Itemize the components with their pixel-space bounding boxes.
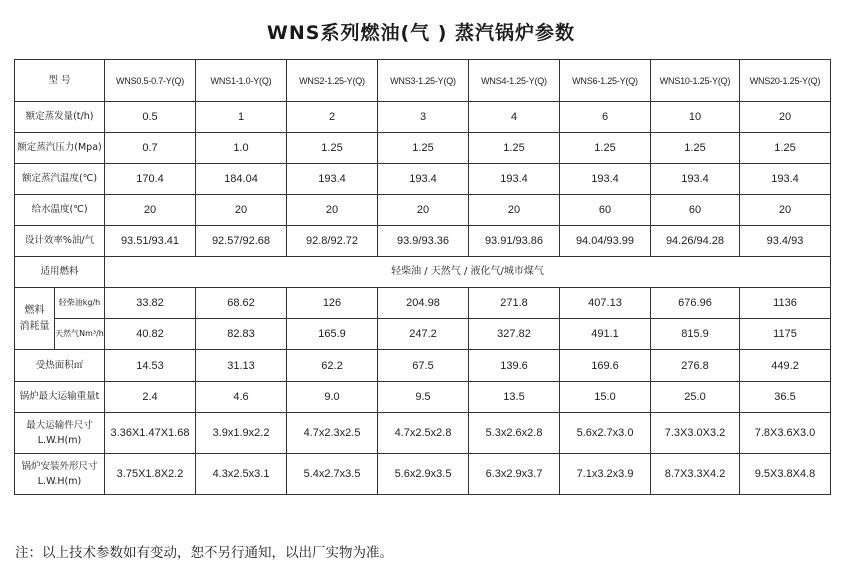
- table-cell: 271.8: [469, 288, 560, 319]
- table-cell: 7.3X3.0X3.2: [651, 413, 740, 454]
- table-row: [15, 382, 831, 413]
- row-label: 受热面积㎡: [15, 350, 105, 382]
- group-label-line: 燃料: [24, 304, 45, 316]
- table-row: [15, 257, 831, 288]
- row-label: 额定蒸发量(t/h): [15, 102, 105, 133]
- table-cell: 20: [378, 195, 469, 226]
- table-cell: 2.4: [105, 382, 196, 413]
- fuel-consumption-group-label: [15, 288, 55, 350]
- table-cell: 407.13: [560, 288, 651, 319]
- model-cell: WNS6-1.25-Y(Q): [560, 60, 651, 102]
- table-row: [15, 102, 831, 133]
- table-cell: 20: [740, 195, 831, 226]
- table-cell: 170.4: [105, 164, 196, 195]
- table-cell: 169.6: [560, 350, 651, 382]
- table-cell: 139.6: [469, 350, 560, 382]
- table-cell: 3.75X1.8X2.2: [105, 454, 196, 495]
- table-cell: 5.6x2.7x3.0: [560, 413, 651, 454]
- footnote: 注：以上技术参数如有变动，恕不另行通知，以出厂实物为准。: [15, 545, 393, 561]
- table-cell: 62.2: [287, 350, 378, 382]
- table-cell: 126: [287, 288, 378, 319]
- table-cell: 93.91/93.86: [469, 226, 560, 257]
- table-cell: 1.25: [740, 133, 831, 164]
- table-cell: 4.6: [196, 382, 287, 413]
- table-cell: 40.82: [105, 319, 196, 350]
- row-label-line: 最大运输件尺寸: [26, 420, 93, 431]
- table-cell: 327.82: [469, 319, 560, 350]
- model-cell: WNS2-1.25-Y(Q): [287, 60, 378, 102]
- table-cell: 5.3x2.6x2.8: [469, 413, 560, 454]
- model-cell: WNS0.5-0.7-Y(Q): [105, 60, 196, 102]
- table-row: [15, 350, 831, 382]
- table-cell: 4.7x2.3x2.5: [287, 413, 378, 454]
- table-cell: 1.25: [651, 133, 740, 164]
- table-cell: 20: [740, 102, 831, 133]
- table-cell: 94.26/94.28: [651, 226, 740, 257]
- table-cell: 6.3x2.9x3.7: [469, 454, 560, 495]
- row-label-line: L.W.H(m): [37, 435, 82, 446]
- model-cell: WNS1-1.0-Y(Q): [196, 60, 287, 102]
- row-label-line: L.W.H(m): [37, 476, 82, 487]
- table-cell: 9.5: [378, 382, 469, 413]
- table-cell: 3.9x1.9x2.2: [196, 413, 287, 454]
- row-label: 锅炉最大运输重量t: [15, 382, 105, 413]
- table-cell: 1.0: [196, 133, 287, 164]
- table-cell: 5.4x2.7x3.5: [287, 454, 378, 495]
- table-cell: 9.0: [287, 382, 378, 413]
- row-label: 额定蒸汽温度(℃): [15, 164, 105, 195]
- table-cell: 7.8X3.6X3.0: [740, 413, 831, 454]
- table-cell: 1175: [740, 319, 831, 350]
- table-row: [15, 319, 831, 350]
- table-cell: 60: [560, 195, 651, 226]
- table-cell: 204.98: [378, 288, 469, 319]
- table-cell: 93.9/93.36: [378, 226, 469, 257]
- table-row: [15, 133, 831, 164]
- row-label-line: 锅炉安装外形尺寸: [21, 461, 98, 472]
- table-cell: 67.5: [378, 350, 469, 382]
- table-cell: 20: [196, 195, 287, 226]
- table-cell: 92.8/92.72: [287, 226, 378, 257]
- table-cell: 8.7X3.3X4.2: [651, 454, 740, 495]
- model-cell: WNS10-1.25-Y(Q): [651, 60, 740, 102]
- table-cell: 93.4/93: [740, 226, 831, 257]
- table-row: [15, 413, 831, 454]
- table-cell: 449.2: [740, 350, 831, 382]
- table-cell: 93.51/93.41: [105, 226, 196, 257]
- table-cell: 20: [469, 195, 560, 226]
- model-cell: WNS3-1.25-Y(Q): [378, 60, 469, 102]
- row-label: 适用燃料: [15, 257, 105, 288]
- table-cell: 25.0: [651, 382, 740, 413]
- table-cell: 10: [651, 102, 740, 133]
- table-cell: 1.25: [287, 133, 378, 164]
- table-row: [15, 454, 831, 495]
- table-cell: 815.9: [651, 319, 740, 350]
- table-cell: 68.62: [196, 288, 287, 319]
- table-row: [15, 195, 831, 226]
- table-cell: 20: [105, 195, 196, 226]
- table-cell: 14.53: [105, 350, 196, 382]
- table-cell: 0.7: [105, 133, 196, 164]
- row-label: 额定蒸汽压力(Mpa): [15, 133, 105, 164]
- page-title: WNS系列燃油(气 ) 蒸汽锅炉参数: [266, 22, 576, 44]
- row-label: [15, 454, 105, 495]
- table-cell: 193.4: [378, 164, 469, 195]
- header-row: [15, 60, 831, 102]
- table-cell: 60: [651, 195, 740, 226]
- table-cell: 15.0: [560, 382, 651, 413]
- row-label: 给水温度(℃): [15, 195, 105, 226]
- table-cell: 82.83: [196, 319, 287, 350]
- model-cell: WNS20-1.25-Y(Q): [740, 60, 831, 102]
- table-cell: 4.3x2.5x3.1: [196, 454, 287, 495]
- table-cell: 193.4: [560, 164, 651, 195]
- table-cell: 33.82: [105, 288, 196, 319]
- table-row: [15, 288, 831, 319]
- table-cell: 6: [560, 102, 651, 133]
- table-cell: 676.96: [651, 288, 740, 319]
- table-cell: 193.4: [651, 164, 740, 195]
- model-cell: WNS4-1.25-Y(Q): [469, 60, 560, 102]
- table-cell: 165.9: [287, 319, 378, 350]
- table-cell: 247.2: [378, 319, 469, 350]
- table-cell: 1.25: [378, 133, 469, 164]
- row-label: [15, 413, 105, 454]
- table-cell: 5.6x2.9x3.5: [378, 454, 469, 495]
- table-cell: 36.5: [740, 382, 831, 413]
- table-cell: 92.57/92.68: [196, 226, 287, 257]
- table-cell: 193.4: [740, 164, 831, 195]
- table-cell: 193.4: [469, 164, 560, 195]
- model-header-label: 型 号: [15, 60, 105, 102]
- group-label-line: 消耗量: [19, 320, 50, 332]
- table-cell: 184.04: [196, 164, 287, 195]
- table-cell: 9.5X3.8X4.8: [740, 454, 831, 495]
- table-cell: 1.25: [469, 133, 560, 164]
- table-row: [15, 226, 831, 257]
- table-cell: 2: [287, 102, 378, 133]
- table-cell: 491.1: [560, 319, 651, 350]
- row-label: 轻柴油kg/h: [55, 288, 105, 319]
- table-cell: 1: [196, 102, 287, 133]
- table-cell: 1136: [740, 288, 831, 319]
- table-cell: 1.25: [560, 133, 651, 164]
- table-cell: 3: [378, 102, 469, 133]
- applicable-fuel-value: 轻柴油 / 天然气 / 液化气/城市煤气: [105, 257, 831, 288]
- table-cell: 13.5: [469, 382, 560, 413]
- row-label: 设计效率%油/气: [15, 226, 105, 257]
- table-cell: 4: [469, 102, 560, 133]
- table-cell: 31.13: [196, 350, 287, 382]
- table-cell: 4.7x2.5x2.8: [378, 413, 469, 454]
- boiler-spec-table: [14, 59, 831, 495]
- table-cell: 276.8: [651, 350, 740, 382]
- table-cell: 94.04/93.99: [560, 226, 651, 257]
- table-cell: 0.5: [105, 102, 196, 133]
- table-cell: 193.4: [287, 164, 378, 195]
- table-cell: 3.36X1.47X1.68: [105, 413, 196, 454]
- row-label: 天然气Nm³/h: [55, 319, 105, 350]
- table-row: [15, 164, 831, 195]
- table-cell: 20: [287, 195, 378, 226]
- table-cell: 7.1x3.2x3.9: [560, 454, 651, 495]
